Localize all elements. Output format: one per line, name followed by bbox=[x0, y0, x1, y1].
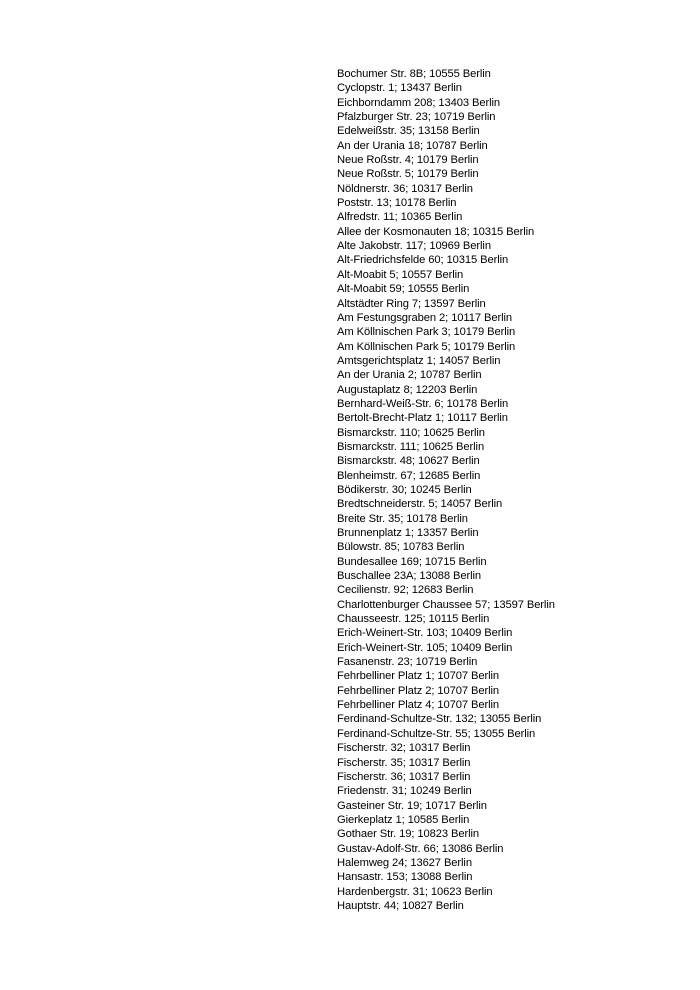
address-line: Bredtschneiderstr. 5; 14057 Berlin bbox=[337, 498, 503, 511]
address-line: Fasanenstr. 23; 10719 Berlin bbox=[337, 656, 478, 669]
address-line: Bertolt-Brecht-Platz 1; 10117 Berlin bbox=[337, 412, 508, 425]
address-line: Gothaer Str. 19; 10823 Berlin bbox=[337, 828, 480, 841]
address-line: Bundesallee 169; 10715 Berlin bbox=[337, 555, 487, 568]
address-line: Fehrbelliner Platz 4; 10707 Berlin bbox=[337, 699, 500, 712]
address-line: Neue Roßstr. 5; 10179 Berlin bbox=[337, 168, 479, 181]
address-line: Friedenstr. 31; 10249 Berlin bbox=[337, 785, 472, 798]
address-line: Amtsgerichtsplatz 1; 14057 Berlin bbox=[337, 354, 501, 367]
address-line: Fischerstr. 35; 10317 Berlin bbox=[337, 756, 471, 769]
address-line: Fehrbelliner Platz 2; 10707 Berlin bbox=[337, 684, 500, 697]
address-line: Buschallee 23A; 13088 Berlin bbox=[337, 570, 481, 583]
address-line: Erich-Weinert-Str. 103; 10409 Berlin bbox=[337, 627, 513, 640]
address-line: Alte Jakobstr. 117; 10969 Berlin bbox=[337, 240, 491, 253]
address-line: Neue Roßstr. 4; 10179 Berlin bbox=[337, 154, 479, 167]
address-line: Hardenbergstr. 31; 10623 Berlin bbox=[337, 885, 493, 898]
address-line: Am Köllnischen Park 3; 10179 Berlin bbox=[337, 326, 516, 339]
address-line: Bernhard-Weiß-Str. 6; 10178 Berlin bbox=[337, 397, 509, 410]
address-line: Alfredstr. 11; 10365 Berlin bbox=[337, 211, 463, 224]
address-line: Blenheimstr. 67; 12685 Berlin bbox=[337, 469, 481, 482]
address-line: Cyclopstr. 1; 13437 Berlin bbox=[337, 82, 462, 95]
address-line: Edelweißstr. 35; 13158 Berlin bbox=[337, 125, 480, 138]
address-line: Am Köllnischen Park 5; 10179 Berlin bbox=[337, 340, 516, 353]
address-line: Alt-Moabit 59; 10555 Berlin bbox=[337, 283, 470, 296]
address-line: Alt-Friedrichsfelde 60; 10315 Berlin bbox=[337, 254, 509, 267]
address-line: Erich-Weinert-Str. 105; 10409 Berlin bbox=[337, 641, 513, 654]
address-line: Bismarckstr. 48; 10627 Berlin bbox=[337, 455, 480, 468]
address-line: Hauptstr. 44; 10827 Berlin bbox=[337, 899, 464, 912]
address-line: Fischerstr. 36; 10317 Berlin bbox=[337, 770, 471, 783]
address-line: Poststr. 13; 10178 Berlin bbox=[337, 197, 457, 210]
address-line: Bülowstr. 85; 10783 Berlin bbox=[337, 541, 465, 554]
address-line: An der Urania 2; 10787 Berlin bbox=[337, 369, 482, 382]
address-line: Augustaplatz 8; 12203 Berlin bbox=[337, 383, 478, 396]
address-line: Bismarckstr. 110; 10625 Berlin bbox=[337, 426, 485, 439]
address-line: Bochumer Str. 8B; 10555 Berlin bbox=[337, 68, 491, 80]
address-line: Ferdinand-Schultze-Str. 55; 13055 Berlin bbox=[337, 727, 536, 740]
address-list bbox=[337, 67, 555, 913]
address-line: Gierkeplatz 1; 10585 Berlin bbox=[337, 813, 470, 826]
address-line: Alt-Moabit 5; 10557 Berlin bbox=[337, 268, 464, 281]
address-line: Charlottenburger Chaussee 57; 13597 Berlin bbox=[337, 598, 555, 611]
address-line: Altstädter Ring 7; 13597 Berlin bbox=[337, 297, 486, 310]
address-line: Gustav-Adolf-Str. 66; 13086 Berlin bbox=[337, 842, 504, 855]
address-line: Chausseestr. 125; 10115 Berlin bbox=[337, 613, 490, 626]
address-line: Halemweg 24; 13627 Berlin bbox=[337, 856, 472, 869]
address-line: Fehrbelliner Platz 1; 10707 Berlin bbox=[337, 670, 500, 683]
address-line: Pfalzburger Str. 23; 10719 Berlin bbox=[337, 111, 496, 124]
address-line: Brunnenplatz 1; 13357 Berlin bbox=[337, 527, 479, 539]
address-line: Fischerstr. 32; 10317 Berlin bbox=[337, 742, 471, 755]
address-line: Bödikerstr. 30; 10245 Berlin bbox=[337, 483, 472, 496]
address-line: Ferdinand-Schultze-Str. 132; 13055 Berlin bbox=[337, 713, 542, 726]
address-line: Allee der Kosmonauten 18; 10315 Berlin bbox=[337, 225, 535, 238]
address-line: Eichborndamm 208; 13403 Berlin bbox=[337, 96, 501, 109]
address-line: An der Urania 18; 10787 Berlin bbox=[337, 139, 488, 152]
address-line: Breite Str. 35; 10178 Berlin bbox=[337, 512, 468, 525]
address-line: Am Festungsgraben 2; 10117 Berlin bbox=[337, 311, 512, 324]
address-line: Hansastr. 153; 13088 Berlin bbox=[337, 871, 473, 884]
address-line: Bismarckstr. 111; 10625 Berlin bbox=[337, 440, 485, 453]
address-line: Nöldnerstr. 36; 10317 Berlin bbox=[337, 182, 473, 195]
address-line: Cecilienstr. 92; 12683 Berlin bbox=[337, 584, 474, 597]
address-line: Gasteiner Str. 19; 10717 Berlin bbox=[337, 799, 487, 812]
